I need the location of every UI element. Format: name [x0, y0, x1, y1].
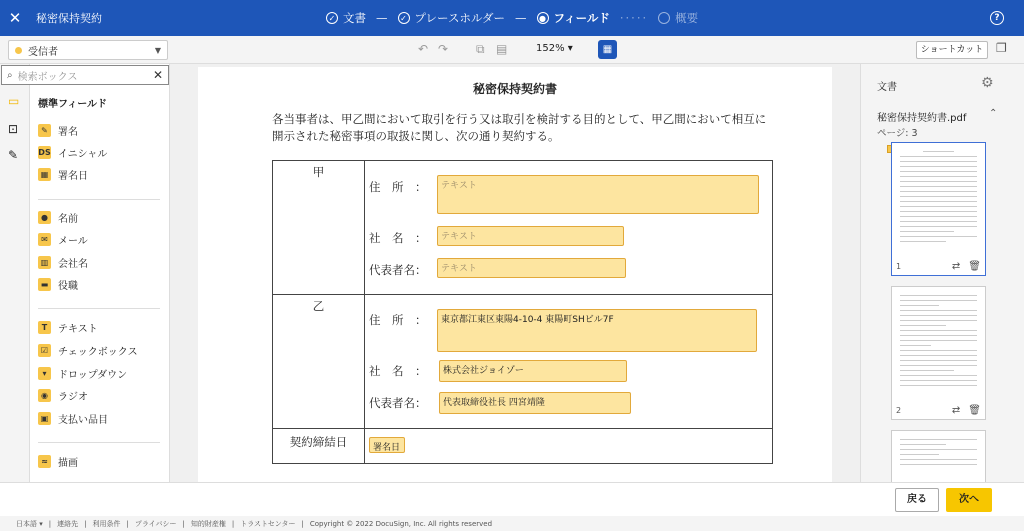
field-title[interactable]: ▬ 役職 [38, 276, 78, 292]
pen-icon: ✎ [38, 124, 51, 137]
clear-icon[interactable]: ✕ [152, 68, 163, 82]
chevron-down-icon: ▼ [154, 45, 161, 55]
zoom-select[interactable]: 152% ▾ [536, 43, 573, 54]
text-field-tab[interactable]: 東京都江東区東陽4-10-4 東陽町SHビル7F [437, 309, 757, 352]
contract-party-table [272, 160, 773, 464]
divider [38, 199, 160, 200]
footer-link-trust[interactable]: トラストセンター [240, 519, 296, 528]
radio-icon: ◉ [38, 389, 51, 402]
footer-link-terms[interactable]: 利用条件 [92, 519, 121, 528]
page-count: ページ: 3 [877, 128, 918, 139]
check-icon: ☑ [38, 344, 51, 357]
mail-icon: ✉ [38, 233, 51, 246]
pages-icon[interactable]: ❐ [996, 41, 1007, 55]
trash-icon[interactable]: 🗑 [968, 404, 981, 416]
text-icon: T [38, 321, 51, 334]
thumbnail-preview [900, 295, 977, 390]
field-email[interactable]: ✉ メール [38, 231, 88, 247]
check-circle-icon: ✓ [398, 12, 410, 24]
help-icon[interactable]: ? [990, 11, 1004, 25]
field-radio[interactable]: ◉ ラジオ [38, 387, 88, 403]
undo-icon[interactable]: ↶ [418, 42, 429, 56]
thumbnail-preview [900, 439, 977, 469]
field-name[interactable]: ● 名前 [38, 209, 78, 225]
calendar-icon: ▦ [38, 168, 51, 181]
toolbar [0, 36, 1024, 64]
page-thumbnail[interactable] [891, 430, 986, 490]
company-label: 社 名 ： [369, 364, 427, 378]
party-b-label: 乙 [312, 299, 325, 313]
footer-link-ip[interactable]: 知的財産権 [190, 519, 226, 528]
text-field-tab[interactable]: テキスト [437, 258, 626, 278]
text-field-tab[interactable]: テキスト [437, 226, 624, 246]
field-signature[interactable]: ✎ 署名 [38, 122, 78, 138]
step-separator: ····· [619, 11, 649, 25]
recipient-color-dot [15, 47, 22, 54]
copyright: Copyright © 2022 DocuSign, Inc. All rights reserved [309, 519, 493, 528]
person-icon: ● [38, 211, 51, 224]
field-dropdown[interactable]: ▾ ドロップダウン [38, 365, 127, 381]
pending-step-icon [658, 12, 670, 24]
text-field-tab[interactable]: 代表取締役社長 四宮靖隆 [439, 392, 631, 414]
briefcase-icon: ▬ [38, 278, 51, 291]
address-label: 住 所 ： [369, 313, 427, 327]
thumbnail-footer: 1 ⇄ 🗑 [892, 257, 985, 275]
current-step-icon: ● [537, 12, 549, 24]
document-page [198, 67, 832, 497]
field-drawing[interactable]: ≈ 描画 [38, 453, 78, 469]
page-footer: 日本語 ▾ | 連絡先 | 利用条件 | プライバシー | 知的財産権 | トラストセンター | Copyright © 2022 DocuSign, Inc. All rights reserved [0, 516, 1024, 531]
search-input[interactable]: ⌕ 検索ボックス ✕ [1, 65, 169, 85]
table-divider [364, 161, 365, 463]
document-intro: 各当事者は、甲乙間において取引を行う又は取引を検討する目的として、甲乙間において相互に開示された秘密事項の取扱に関し、次の通り契約する。 [272, 112, 767, 143]
form-fields-toggle-icon[interactable]: ▦ [598, 40, 617, 59]
page-thumbnail[interactable] [891, 142, 986, 276]
text-field-tab[interactable]: 株式会社ジョイゾー [439, 360, 627, 382]
field-text[interactable]: T テキスト [38, 319, 98, 335]
fields-panel [7, 64, 170, 482]
footer-link-contact[interactable]: 連絡先 [57, 519, 79, 528]
field-payment-item[interactable]: ▣ 支払い品目 [38, 410, 108, 426]
envelope-title: 秘密保持契約 [36, 12, 102, 25]
footer-link-privacy[interactable]: プライバシー [134, 519, 177, 528]
document-filename[interactable]: 秘密保持契約書.pdf [877, 113, 967, 124]
search-icon: ⌕ [7, 69, 13, 81]
back-button[interactable]: 戻る [895, 488, 939, 512]
action-bar [0, 482, 1024, 516]
gear-icon[interactable]: ⚙ [981, 75, 994, 91]
redo-icon[interactable]: ↷ [438, 42, 449, 56]
replace-icon[interactable]: ⇄ [951, 260, 961, 272]
document-title: 秘密保持契約書 [472, 82, 557, 96]
copy-icon[interactable]: ⧉ [476, 42, 485, 56]
panel-title: 文書 [877, 82, 897, 93]
language-select[interactable]: 日本語 ▾ [16, 519, 43, 528]
step-separator: — [376, 11, 388, 25]
step-summary[interactable]: 概要 [658, 10, 698, 26]
step-document[interactable]: ✓ 文書 [326, 10, 366, 26]
company-label: 社 名 ： [369, 231, 427, 245]
thumbnail-preview [900, 151, 977, 246]
page-thumbnail[interactable] [891, 286, 986, 420]
draw-icon: ≈ [38, 455, 51, 468]
text-field-tab[interactable]: テキスト [437, 175, 759, 214]
building-icon: ▥ [38, 256, 51, 269]
party-a-label: 甲 [312, 165, 325, 179]
next-button[interactable]: 次へ [946, 488, 992, 512]
panel-heading: 標準フィールド [38, 99, 107, 110]
field-checkbox[interactable]: ☑ チェックボックス [38, 342, 138, 358]
document-canvas [170, 64, 860, 482]
field-date-signed[interactable]: ▦ 署名日 [38, 166, 88, 182]
date-label: 契約締結日 [289, 435, 348, 449]
custom-fields-icon[interactable]: ⊡ [8, 122, 19, 136]
field-company[interactable]: ▥ 会社名 [38, 254, 88, 270]
step-fields[interactable]: ● フィールド [537, 10, 610, 26]
field-initial[interactable]: DS イニシャル [38, 147, 108, 160]
table-divider [273, 294, 772, 295]
draw-tool-icon[interactable]: ✎ [8, 148, 19, 162]
standard-fields-icon[interactable]: ▭ [8, 94, 20, 108]
initial-icon: DS [38, 147, 51, 157]
table-divider [273, 428, 772, 429]
left-rail [0, 64, 30, 482]
step-separator: — [515, 11, 527, 25]
check-circle-icon: ✓ [326, 12, 338, 24]
paste-icon[interactable]: ▤ [496, 42, 508, 56]
documents-panel [860, 64, 1024, 482]
divider [38, 308, 160, 309]
shortcut-button[interactable]: ショートカット [916, 41, 988, 59]
step-placeholder[interactable]: ✓ プレースホルダー [398, 10, 506, 26]
progress-steps [326, 0, 698, 36]
date-signed-tab[interactable]: 署名日 [369, 437, 405, 453]
rep-label: 代表者名： [369, 396, 427, 410]
replace-icon[interactable]: ⇄ [951, 404, 961, 416]
top-bar [0, 0, 1024, 36]
rep-label: 代表者名： [369, 263, 427, 277]
dropdown-icon: ▾ [38, 367, 51, 380]
thumbnail-footer: 2 ⇄ 🗑 [892, 401, 985, 419]
divider [38, 442, 160, 443]
payment-icon: ▣ [38, 412, 51, 425]
close-icon[interactable]: ✕ [8, 9, 22, 27]
trash-icon[interactable]: 🗑 [968, 260, 981, 272]
recipient-select[interactable]: 受信者 ▼ [8, 40, 168, 60]
chevron-down-icon: ▾ [567, 43, 573, 54]
address-label: 住 所 ： [369, 180, 427, 194]
chevron-up-icon[interactable]: ⌃ [989, 108, 998, 119]
